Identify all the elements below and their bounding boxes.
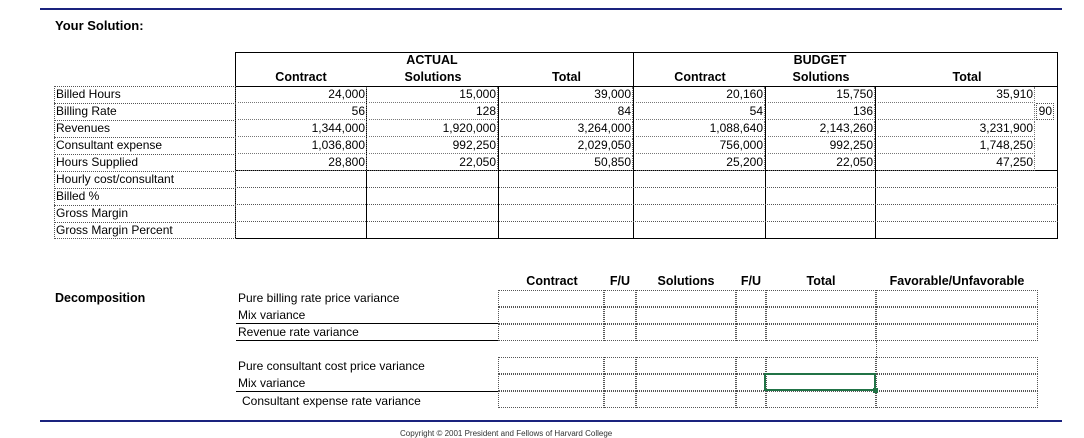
cell-value: 15,750: [836, 87, 873, 101]
cell-value: 2,029,050: [577, 138, 631, 152]
cell-value: 3,231,900: [979, 121, 1033, 135]
page-title: Your Solution:: [55, 18, 144, 33]
decomp-cell[interactable]: [636, 290, 736, 307]
actual-solutions-header: Solutions: [404, 70, 462, 84]
row-label: Gross Margin Percent: [56, 223, 173, 237]
decomp-col-solutions: Solutions: [657, 274, 715, 288]
cell-value: 128: [475, 104, 496, 118]
decomp-col-total: Total: [806, 274, 836, 288]
decomp-cell[interactable]: [766, 290, 876, 307]
decomp-cell[interactable]: [736, 307, 766, 324]
decomp-label-pure-consultant: Pure consultant cost price variance: [238, 359, 425, 373]
decomp-cell[interactable]: [636, 324, 736, 341]
decomp-cell[interactable]: [766, 307, 876, 324]
cell-value: 47,250: [996, 155, 1033, 169]
decomp-label-mix-2: Mix variance: [238, 376, 306, 390]
cell-value: 24,000: [328, 87, 365, 101]
decomp-label-mix-1: Mix variance: [238, 308, 306, 322]
cell-value: 1,920,000: [442, 121, 496, 135]
decomp-cell[interactable]: [604, 357, 636, 374]
cell-value: 28,800: [328, 155, 365, 169]
decomp-cell[interactable]: [736, 324, 766, 341]
decomp-cell[interactable]: [766, 391, 876, 408]
decomp-cell[interactable]: [876, 307, 1038, 324]
top-rule: [40, 8, 1062, 10]
row-label: Hours Supplied: [56, 155, 139, 169]
row-label: Billed %: [56, 189, 100, 203]
decomp-cell[interactable]: [636, 307, 736, 324]
decomp-cell[interactable]: [876, 324, 1038, 341]
decomp-cell[interactable]: [766, 324, 876, 341]
cell-value: 25,200: [726, 155, 763, 169]
row-label: Hourly cost/consultant: [56, 172, 175, 186]
cell-value: 1,748,250: [979, 138, 1033, 152]
decomp-cell[interactable]: [736, 374, 766, 391]
cell-value: 15,000: [459, 87, 496, 101]
decomp-label-revenue-rate: Revenue rate variance: [238, 325, 359, 339]
row-label: Billed Hours: [56, 87, 121, 101]
decomp-col-contract: Contract: [526, 274, 578, 288]
row-label: Billing Rate: [56, 104, 117, 118]
decomp-cell[interactable]: [604, 374, 636, 391]
decomp-cell[interactable]: [636, 357, 736, 374]
overflow-value: 90: [1038, 104, 1052, 118]
cell-value: 1,036,800: [311, 138, 365, 152]
cell-value: 22,050: [459, 155, 496, 169]
cell-value: 22,050: [836, 155, 873, 169]
decomp-cell[interactable]: [636, 374, 736, 391]
cell-value: 992,250: [829, 138, 873, 152]
row-label: Consultant expense: [56, 138, 163, 152]
cell-value: 1,344,000: [311, 121, 365, 135]
decomp-cell[interactable]: [876, 290, 1038, 307]
decomp-cell[interactable]: [498, 324, 604, 341]
budget-header: BUDGET: [793, 53, 847, 67]
cell-value: 2,143,260: [819, 121, 873, 135]
cell-value: 20,160: [726, 87, 763, 101]
budget-total-header: Total: [952, 70, 982, 84]
decomp-cell[interactable]: [736, 391, 766, 408]
decomp-cell[interactable]: [876, 391, 1038, 408]
decomp-cell[interactable]: [876, 357, 1038, 374]
budget-solutions-header: Solutions: [792, 70, 850, 84]
bottom-rule: [40, 420, 1062, 422]
cell-value: 84: [617, 104, 631, 118]
selected-cell[interactable]: [764, 373, 876, 391]
row-label: Gross Margin: [56, 206, 129, 220]
decomp-col-fu-1: F/U: [609, 274, 631, 288]
budget-contract-header: Contract: [674, 70, 726, 84]
decomp-cell[interactable]: [604, 391, 636, 408]
actual-header: ACTUAL: [406, 53, 458, 67]
decomp-cell[interactable]: [604, 290, 636, 307]
decomp-cell[interactable]: [736, 290, 766, 307]
cell-value: 50,850: [594, 155, 631, 169]
decomp-cell[interactable]: [876, 374, 1038, 391]
decomp-cell[interactable]: [604, 307, 636, 324]
decomp-cell[interactable]: [766, 357, 876, 374]
cell-value: 1,088,640: [709, 121, 763, 135]
decomp-cell[interactable]: [498, 357, 604, 374]
decomp-col-favorable: Favorable/Unfavorable: [889, 274, 1025, 288]
cell-value: 56: [351, 104, 365, 118]
cell-value: 54: [749, 104, 763, 118]
cell-value: 992,250: [452, 138, 496, 152]
row-label: Revenues: [56, 121, 111, 135]
decomp-label-pure-billing: Pure billing rate price variance: [238, 291, 400, 305]
actual-contract-header: Contract: [275, 70, 327, 84]
decomposition-label: Decomposition: [55, 291, 146, 305]
decomp-col-fu-2: F/U: [740, 274, 762, 288]
cell-value: 3,264,000: [577, 121, 631, 135]
cell-value: 756,000: [719, 138, 763, 152]
decomp-cell[interactable]: [498, 307, 604, 324]
actual-total-header: Total: [552, 70, 581, 84]
decomp-cell[interactable]: [636, 391, 736, 408]
cell-value: 136: [852, 104, 873, 118]
decomp-label-consultant-expense: Consultant expense rate variance: [242, 394, 421, 408]
decomp-cell[interactable]: [498, 290, 604, 307]
decomp-cell[interactable]: [498, 391, 604, 408]
cell-value: 35,910: [996, 87, 1033, 101]
fill-handle[interactable]: [873, 388, 878, 393]
decomp-cell[interactable]: [604, 324, 636, 341]
decomp-cell[interactable]: [498, 374, 604, 391]
cell-value: 39,000: [594, 87, 631, 101]
copyright-footer: Copyright © 2001 President and Fellows of Harvard College: [400, 429, 613, 438]
decomp-cell[interactable]: [736, 357, 766, 374]
